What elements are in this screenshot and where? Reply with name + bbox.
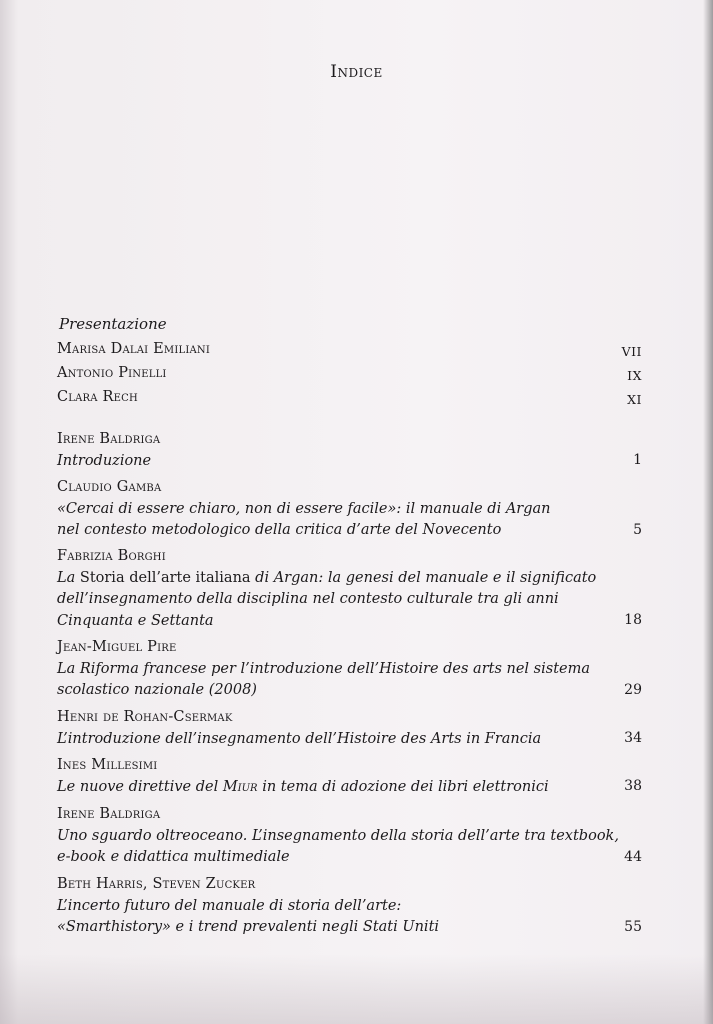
entry-title-line: La Storia dell’arte italiana di Argan: la genesi del manuale e il significato xyxy=(57,569,597,586)
entry-title-line: dell’insegnamento della disciplina nel contesto culturale tra gli anni xyxy=(57,591,559,607)
entry-page-number: IX xyxy=(627,368,642,383)
entry-title-line: e-book e didattica multimediale xyxy=(57,849,290,865)
entry-page-number: 29 xyxy=(624,682,642,698)
entry-title-line: L’incerto futuro del manuale di storia dell’arte: xyxy=(57,897,402,914)
entry-page-number: 34 xyxy=(624,730,642,746)
entry-title-line: «Cercai di essere chiaro, non di essere facile»: il manuale di Argan xyxy=(57,500,551,517)
entry-author: Antonio Pinelli xyxy=(57,365,167,381)
entry-page-number: VII xyxy=(621,344,642,359)
toc-entry[interactable] xyxy=(57,477,642,542)
entry-page-number: 55 xyxy=(624,919,642,935)
toc-entry[interactable] xyxy=(57,637,642,702)
entry-page-number: 38 xyxy=(624,778,642,794)
toc-entry[interactable] xyxy=(57,363,642,385)
entry-author: Claudio Gamba xyxy=(57,479,162,495)
toc-entry[interactable] xyxy=(57,387,642,409)
page-bottom-shadow xyxy=(0,954,713,1024)
section-label-presentazione: Presentazione xyxy=(59,315,167,333)
entry-page-number: 44 xyxy=(624,849,642,865)
entry-title: Introduzione xyxy=(57,452,152,469)
entry-title: L’introduzione dell’insegnamento dell’Histoire des Arts in Francia xyxy=(57,730,542,747)
toc-entry[interactable] xyxy=(57,546,642,632)
entry-title-line: scolastico nazionale (2008) xyxy=(57,682,257,698)
toc-entry[interactable] xyxy=(57,874,642,939)
entry-title-line: Uno sguardo oltreoceano. L’insegnamento della storia dell’arte tra textbook, xyxy=(57,827,619,844)
entry-author: Henri de Rohan-Csermak xyxy=(57,709,233,725)
entry-author: Irene Baldriga xyxy=(57,431,161,447)
entry-page-number: 18 xyxy=(624,612,642,628)
entry-author: Ines Millesimi xyxy=(57,757,158,773)
entry-title-line: Cinquanta e Settanta xyxy=(57,612,214,629)
entry-page-number: 5 xyxy=(633,522,642,538)
entry-page-number: 1 xyxy=(633,452,642,468)
entry-author: Clara Rech xyxy=(57,389,138,405)
entry-title-line: «Smarthistory» e i trend prevalenti negli Stati Uniti xyxy=(57,919,440,935)
entry-title: Le nuove direttive del Miur in tema di adozione dei libri elettronici xyxy=(57,778,549,795)
entry-author: Beth Harris, Steven Zucker xyxy=(57,876,256,892)
toc-entry[interactable] xyxy=(57,804,642,869)
entry-author: Jean-Miguel Pire xyxy=(57,639,177,655)
entry-title-line: nel contesto metodologico della critica d’arte del Novecento xyxy=(57,522,502,538)
entry-author: Irene Baldriga xyxy=(57,806,161,822)
toc-entry[interactable] xyxy=(57,707,642,750)
entry-title-line: La Riforma francese per l’introduzione dell’Histoire des arts nel sistema xyxy=(57,660,590,677)
page-edge-shadow xyxy=(703,0,713,1024)
toc-entry[interactable] xyxy=(57,429,642,472)
entry-author: Fabrizia Borghi xyxy=(57,548,166,564)
entry-author: Marisa Dalai Emiliani xyxy=(57,341,210,357)
toc-entry[interactable] xyxy=(57,339,642,361)
entry-page-number: XI xyxy=(627,392,642,407)
page-title: Indice xyxy=(330,62,383,82)
toc-entry[interactable] xyxy=(57,755,642,798)
